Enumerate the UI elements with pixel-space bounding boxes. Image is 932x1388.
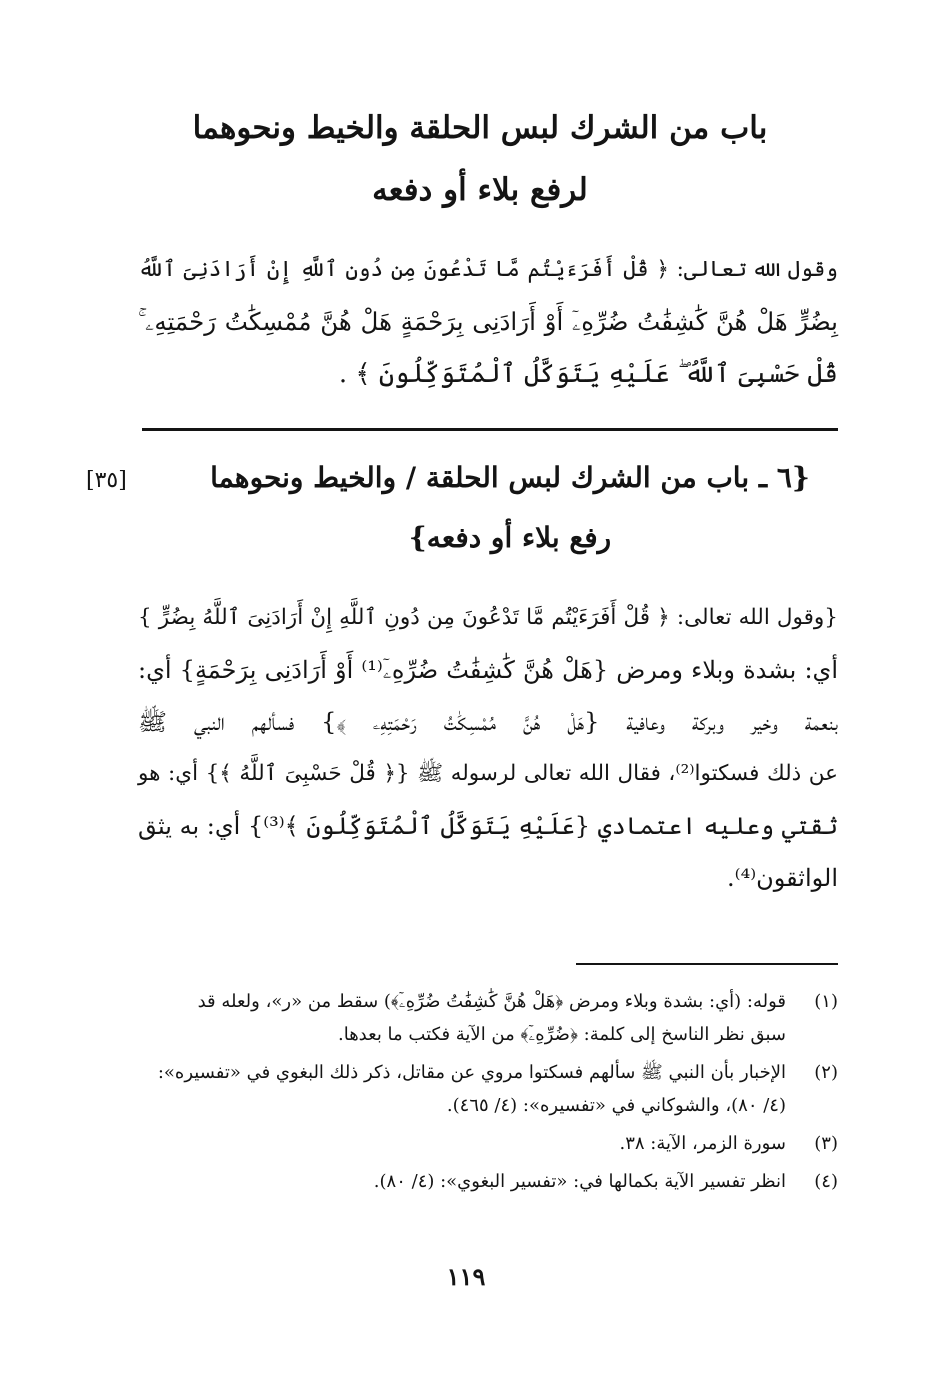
commentary-line: {وقول الله تعالى: ﴿ قُلْ أَفَرَءَيْتُم مَّا تَدْعُونَ مِن دُونِ ٱللَّهِ إِنْ أَرَادَنِىَ ٱللَّهُ بِضُرٍّ }	[138, 605, 838, 630]
section-heading-line-1: {٦ ـ باب من الشرك لبس الحلقة / والخيط ونحوهما	[210, 461, 810, 494]
footnote-line: الإخبار بأن النبي ﷺ سألهم فسكتوا مروي عن مقاتل، ذكر ذلك البغوي في «تفسيره»:	[157, 1062, 786, 1083]
commentary-line: عن ذلك فسكتوا⁽²⁾، فقال الله تعالى لرسوله ﷺ {﴿ قُلْ حَسْبِىَ ٱللَّهُ ﴾} أي: هو	[138, 761, 838, 786]
footnote-line: قوله: (أي: بشدة وبلاء ومرض ﴿هَلْ هُنَّ كَٰشِفَٰتُ ضُرِّهِۦٓ﴾) سقط من «ر»، ولعله قد	[197, 991, 786, 1012]
footnote-number: (١)	[814, 991, 838, 1012]
verse-paragraph	[138, 244, 838, 400]
footnote-1	[140, 985, 838, 1051]
page-marker: [٣٥]	[86, 468, 127, 493]
footnote-line: سورة الزمر، الآية: ٣٨.	[619, 1133, 786, 1154]
page-number: ١١٩	[446, 1262, 486, 1291]
commentary-line: بنعمة وخير وبركة وعافية {هَلْ هُنَّ مُمْسِكَٰتُ رَحْمَتِهِۦ ﴾} فسألهم النبي ﷺ	[138, 708, 838, 736]
commentary-line: أي: بشدة وبلاء ومرض {هَلْ هُنَّ كَٰشِفَٰتُ ضُرِّهِۦٓ⁽¹⁾ أَوْ أَرَادَنِى بِرَحْمَةٍ} أي:	[138, 656, 839, 684]
footnote-separator	[576, 963, 838, 965]
footnote-4	[140, 1165, 838, 1198]
footnote-3	[140, 1127, 838, 1160]
commentary-paragraph	[138, 592, 838, 904]
section-heading-line-2: رفع بلاء أو دفعه}	[408, 521, 612, 554]
commentary-line: الواثقون⁽⁴⁾.	[727, 864, 838, 892]
chapter-title-line-2: لرفع بلاء أو دفعه	[372, 172, 588, 208]
footnote-number: (٣)	[814, 1133, 838, 1154]
chapter-title-line-1: باب من الشرك لبس الحلقة والخيط ونحوهما	[192, 110, 768, 146]
footnote-2	[140, 1056, 838, 1122]
footnote-line: سبق نظر الناسخ إلى كلمة: ﴿ضُرِّهِۦٓ﴾ من الآية فكتب ما بعدها.	[337, 1024, 786, 1045]
footnote-number: (٤)	[814, 1171, 838, 1192]
verse-line: قُلْ حَسْبِىَ ٱللَّهُ ۖ عَلَيْهِ يَتَوَكَّلُ ٱلْمُتَوَكِّلُونَ ﴾ .	[338, 359, 838, 389]
verse-line: بِضُرٍّ هَلْ هُنَّ كَٰشِفَٰتُ ضُرِّهِۦٓ أَوْ أَرَادَنِى بِرَحْمَةٍ هَلْ هُنَّ مُمْسِكَٰتُ رَحْمَتِهِۦ ۚ	[138, 307, 838, 336]
footnote-line: انظر تفسير الآية بكمالها في: «تفسير البغوي»: (٤/ ٨٠).	[373, 1171, 786, 1192]
section-divider	[142, 428, 838, 431]
footnotes	[140, 985, 838, 1203]
commentary-line: ثقتي وعليه اعتمادي {عَلَيْهِ يَتَوَكَّلُ ٱلْمُتَوَكِّلُونَ ﴾⁽³⁾} أي: به يثق	[138, 812, 839, 840]
footnote-line: (٤/ ٨٠)، والشوكاني في «تفسيره»: (٤/ ٤٦٥).	[446, 1095, 786, 1116]
verse-line: وقول الله تعالى: ﴿ قُلْ أَفَرَءَيْتُم مَّا تَدْعُونَ مِن دُونِ ٱللَّهِ إِنْ أَرَادَنِىَ ٱللَّهُ	[138, 257, 838, 282]
footnote-number: (٢)	[814, 1062, 838, 1083]
